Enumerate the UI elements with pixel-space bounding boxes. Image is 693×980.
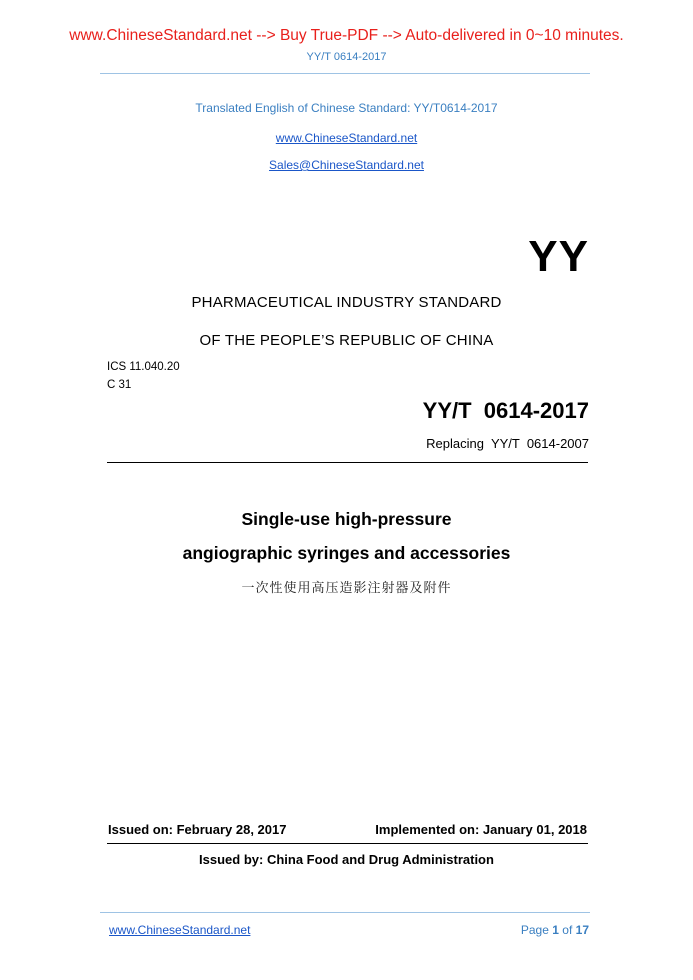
- footer-divider: [100, 912, 590, 913]
- issued-on-date: Issued on: February 28, 2017: [108, 822, 287, 837]
- ccs-code: C 31: [107, 379, 132, 391]
- title-line-1: Single-use high-pressure: [241, 509, 452, 529]
- heading-line-1: PHARMACEUTICAL INDUSTRY STANDARD: [191, 294, 502, 311]
- ics-code: ICS 11.040.20: [107, 361, 180, 373]
- title-line-2: angiographic syringes and accessories: [182, 543, 511, 563]
- heading-line-2: OF THE PEOPLE’S REPUBLIC OF CHINA: [199, 332, 494, 349]
- page-indicator: [521, 923, 589, 937]
- issuing-authority: Issued by: China Food and Drug Administration: [199, 852, 494, 867]
- header-divider: [100, 73, 590, 74]
- website-link[interactable]: www.ChineseStandard.net: [275, 131, 418, 145]
- email-link[interactable]: Sales@ChineseStandard.net: [269, 158, 424, 172]
- banner-text: www.ChineseStandard.net --> Buy True-PDF --> Auto-delivered in 0~10 minutes.: [69, 27, 624, 44]
- standard-number: YY/T 0614-2017: [422, 398, 589, 423]
- replacing-note: Replacing YY/T 0614-2007: [426, 436, 589, 451]
- page-label: Page: [520, 923, 549, 937]
- title-divider: [107, 462, 588, 463]
- standard-logo: YY: [528, 232, 589, 281]
- website-link-row: [0, 129, 693, 147]
- dates-divider: [107, 843, 588, 844]
- page-total: 17: [575, 923, 589, 937]
- chinese-title: 一次性使用高压造影注射器及附件: [241, 581, 452, 596]
- page-of: of: [562, 923, 573, 937]
- email-link-row: [0, 156, 693, 174]
- implemented-on-date: Implemented on: January 01, 2018: [375, 822, 587, 837]
- translated-note: Translated English of Chinese Standard: YY/T0614-2017: [195, 101, 498, 115]
- page-current: 1: [552, 923, 559, 937]
- header-standard-code: YY/T 0614-2017: [306, 51, 387, 63]
- footer-website-link[interactable]: www.ChineseStandard.net: [109, 923, 251, 937]
